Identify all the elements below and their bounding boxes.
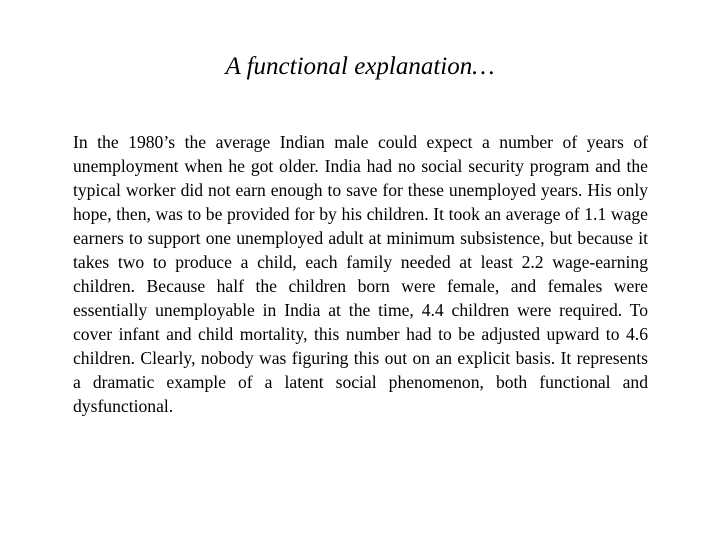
slide-title: A functional explanation…: [225, 53, 495, 80]
slide-body-paragraph: In the 1980’s the average Indian male could expect a number of years of unemployment when he got older. India had no social security program and the typical worker did not earn enough to save for these unemployed years. His only hope, then, was to be provided for by his children. It took an average of 1.1 wage earners to support one unemployed adult at minimum subsistence, but because it takes two to produce a child, each family needed at least 2.2 wage-earning children. Because half the children born were female, and females were essentially unemployable in India at the time, 4.4 children were required. To cover infant and child mortality, this number had to be adjusted upward to 4.6 children. Clearly, nobody was figuring this out on an explicit basis. It represents a dramatic example of a latent social phenomenon, both functional and dysfunctional.: [73, 132, 648, 416]
